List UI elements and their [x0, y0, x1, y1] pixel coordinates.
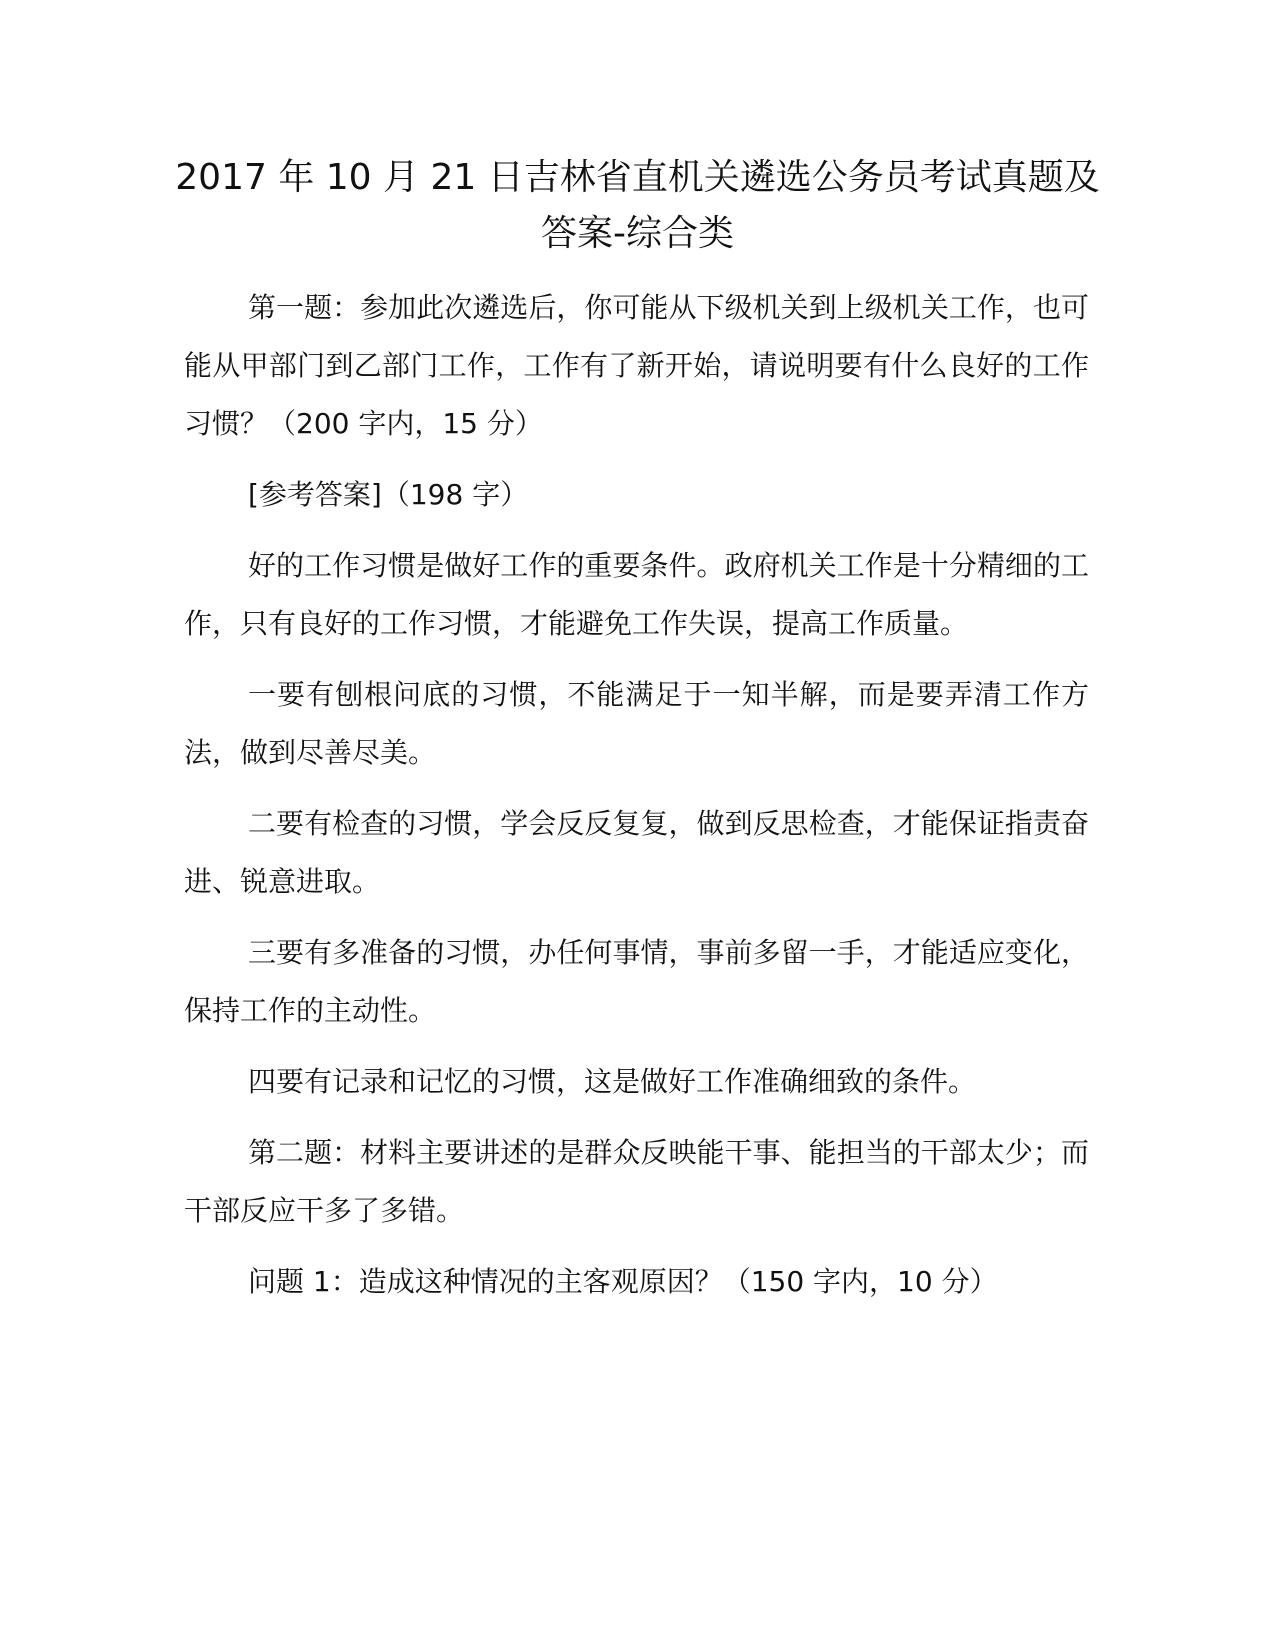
question-2-paragraph: 第二题：材料主要讲述的是群众反映能干事、能担当的干部太少；而干部反应干多了多错。: [184, 1136, 1089, 1227]
answer-point-4: 四要有记录和记忆的习惯，这是做好工作准确细致的条件。: [248, 1065, 977, 1098]
question-1-paragraph: 第一题：参加此次遴选后，你可能从下级机关到上级机关工作，也可能从甲部门到乙部门工作，工作有了新开始，请说明要有什么良好的工作习惯？（200 字内，15 分）: [184, 291, 1089, 440]
document-title: 2017 年 10 月 21 日吉林省直机关遴选公务员考试真题及答案-综合类: [175, 157, 1100, 254]
answer-point-3: 三要有多准备的习惯，办任何事情，事前多留一手，才能适应变化，保持工作的主动性。: [184, 936, 1089, 1027]
reference-answer-heading: [参考答案]（198 字）: [248, 478, 529, 511]
question-2-subquestion-1: 问题 1：造成这种情况的主客观原因？（150 字内，10 分）: [248, 1265, 998, 1298]
document-body: [184, 279, 1089, 1324]
answer-point-2: 二要有检查的习惯，学会反反复复，做到反思检查，才能保证指责奋进、锐意进取。: [184, 807, 1089, 898]
answer-point-1: 一要有刨根问底的习惯，不能满足于一知半解，而是要弄清工作方法，做到尽善尽美。: [184, 678, 1089, 769]
answer-intro-paragraph: 好的工作习惯是做好工作的重要条件。政府机关工作是十分精细的工作，只有良好的工作习惯，才能避免工作失误，提高工作质量。: [184, 549, 1089, 640]
